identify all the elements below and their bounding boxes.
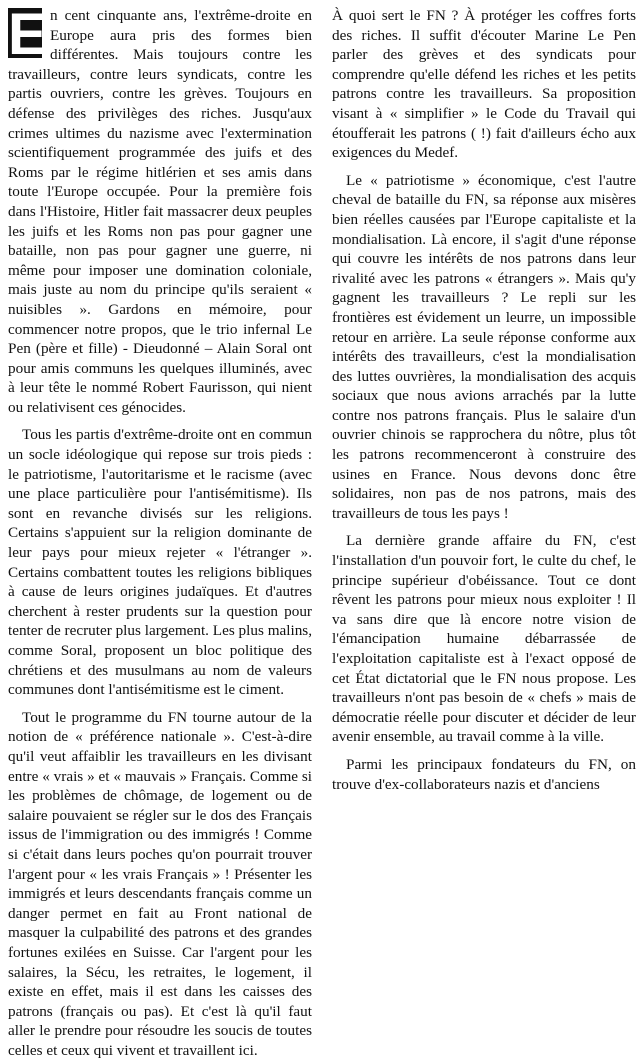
paragraph-founders: Parmi les principaux fondateurs du FN, on trouve d'ex-collaborateurs nazis et d'anciens — [332, 755, 636, 793]
right-column — [332, 6, 636, 958]
paragraph-intro — [8, 2, 312, 417]
left-column — [8, 2, 312, 1059]
paragraph-ideology: Tous les partis d'extrême-droite ont en commun un socle idéologique qui repose sur trois pieds : le patriotisme, l'autoritarisme et le racisme (avec une place particulière pour l'antisémitisme). Ils sont en revanche divisés sur les religions. Certains s'appuient sur la religion dominante de leur pays pour mieux rejeter « l'étranger ». Certains combattent toutes les religions bibliques à cause de leurs origines judaïques. Et d'autres cherchent à rester prudents sur la question pour tenter de recruter plus largement. Les plus malins, comme Soral, proposent un bloc politique des chrétiens et des musulmans au nom de valeurs communes dont l'antisémitisme est le ciment. — [8, 426, 312, 699]
intro-text: n cent cinquante ans, l'extrême-droite en Europe aura pris des formes bien différentes. Mais toujours contre les travailleurs, contre leurs syndicats, contre les partis ouvriers, contre les grèves. Toujours en défense des privilèges des riches. Jusqu'aux crimes ultimes du nazisme avec l'extermination scientifiquement programmée des juifs et des Roms par le régime hitlérien et ses amis dans toute l'Europe occupée. Pour la première fois dans l'Histoire, Hitler fait massacrer deux peuples les juifs et les Roms non pas pour gagner une bataille, non pas pour gagner une guerre, ni même pour imposer une domination coloniale, mais juste au nom du principe qu'ils seraient « nuisibles ». Gardons en mémoire, pour commencer notre propos, que le trio infernal Le Pen (père et fille) - Dieudonné – Alain Soral ont pour amis communs les quelques illuminés, avec à leur tête le nommé Robert Faurisson, qui nient ou relativisent ces génocides. — [8, 7, 312, 416]
paragraph-strong-power: La dernière grande affaire du FN, c'est l'installation d'un pouvoir fort, le culte du chef, le principe supérieur d'obéissance. Tout ce dont rêvent les patrons pour mieux nous exploiter ! Il va sans dire que là encore notre vision de l'émancipation humaine débarrassée de l'exploitation capitaliste est à l'exact opposé de cet État dictatorial que le FN nous propose. Les travailleurs n'ont pas besoin de « chefs » mais de démocratie réelle pour discuter et décider de leur avenir ensemble, au travail comme à la ville. — [332, 532, 636, 746]
paragraph-purpose: À quoi sert le FN ? À protéger les coffres forts des riches. Il suffit d'écouter Marine Le Pen parler des grèves et des syndicats pour comprendre qu'elle défend les riches et les petits patrons contre les travailleurs. Sa proposition visant à « simplifier » le Code du Travail qui étoufferait les patrons ( !) fait d'ailleurs écho aux exigences du Medef. — [332, 7, 636, 162]
paragraph-economic-patriotism: Le « patriotisme » économique, c'est l'autre cheval de bataille du FN, sa réponse aux misères bien réelles causées par l'Europe capitaliste et la mondialisation. Là encore, il s'agit d'une réponse qui couvre les intérêts de nos patrons dans leur rivalité avec les patrons « étrangers ». Mais qu'y gagnent les travailleurs ? Le repli sur les frontières est évidement un leurre, un impossible retour en arrière. La seule réponse conforme aux intérêts des travailleurs, c'est la mondialisation des luttes ouvrières, la mondialisation des acquis sociaux que nous avions arrachés par la lutte contre nos patrons français. Plus le salaire d'un ouvrier chinois se rapprochera du nôtre, plus tôt les patrons recommenceront à construire des usines en France. Nous devons donc être solidaires, non pas de nos patrons, mais des travailleurs de tous les pays ! — [332, 171, 636, 522]
paragraph-national-preference: Tout le programme du FN tourne autour de la notion de « préférence nationale ». C'est-à-dire qu'il veut affaiblir les travailleurs en les divisant entre « vrais » et « mauvais » Français. Comme si les problèmes de chômage, de logement ou de salaire pouvaient se régler sur le dos des Français issus de l'immigration ou des immigrés ! Comme si c'était dans leurs poches qu'on pourrait trouver l'argent pour « les vrais Français » ! Présenter les immigrés et leurs descendants français comme un danger permet en fait au Front national de masquer la culpabilité des patrons et des grandes fortunes exilées en Suisse. Car l'argent pour les salaires, la Sécu, les retraites, le logement, il existe en effet, mais il est dans les caisses des patrons (français ou pas). Et c'est là qu'il faut aller le prendre pour résoudre les soucis de toutes celles et ceux qui vivent et travaillent ici. — [8, 708, 312, 1059]
drop-cap: E — [8, 2, 47, 67]
